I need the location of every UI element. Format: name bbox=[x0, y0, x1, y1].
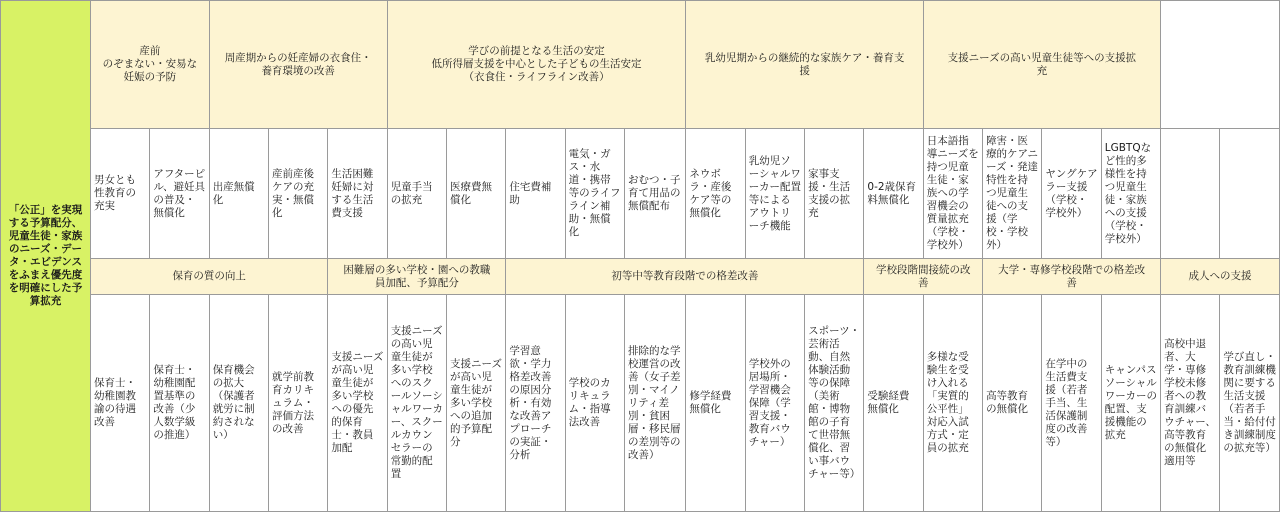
policy-item: 保育士・幼稚園教諭の待遇改善 bbox=[91, 295, 150, 512]
table-row bbox=[1, 295, 1280, 512]
policy-item: 住宅費補助 bbox=[506, 129, 565, 259]
policy-item: 乳幼児ソーシャルワーカー配置等によるアウトリーチ機能 bbox=[745, 129, 804, 259]
policy-item: 医療費無償化 bbox=[447, 129, 506, 259]
policy-item: 学習意欲・学力格差改善の原因分析・有効な改善アプローチの実証・分析 bbox=[506, 295, 565, 512]
policy-item: 保育機会の拡大（保護者就労に制約されない） bbox=[209, 295, 268, 512]
policy-item: 保育士・幼稚園配置基準の改善（少人数学級の推進） bbox=[150, 295, 209, 512]
policy-item: 男女とも性教育の充実 bbox=[91, 129, 150, 259]
policy-item: 電気・ガス・水道・携帯等のライフライン補助・無償化 bbox=[565, 129, 624, 259]
category-header: 乳幼児期からの継続的な家族ケア・養育支 援 bbox=[686, 1, 923, 129]
policy-item: 就学前教育カリキュラム・評価方法の改善 bbox=[269, 295, 328, 512]
policy-item: 在学中の生活費支援（若者手当、生活保護制度の改善等） bbox=[1042, 295, 1101, 512]
category-header: 初等中等教育段階での格差改善 bbox=[506, 259, 864, 295]
category-header: 困難層の多い学校・園への教職 員加配、予算配分 bbox=[328, 259, 506, 295]
policy-item: 学校外の居場所・学習機会保障（学習支援・教育バウチャー） bbox=[745, 295, 804, 512]
category-header: 成人への支援 bbox=[1161, 259, 1280, 295]
policy-item: アフターピル、避妊具の普及・無償化 bbox=[150, 129, 209, 259]
category-header: 学校段階間接続の改 善 bbox=[864, 259, 983, 295]
policy-item: 産前産後ケアの充実・無償化 bbox=[269, 129, 328, 259]
table-row bbox=[1, 1, 1280, 129]
policy-item: 多様な受験生を受け入れる「実質的公平性」対応入試方式・定員の拡充 bbox=[923, 295, 982, 512]
category-header: 産前 のぞまない・安易な 妊娠の予防 bbox=[91, 1, 210, 129]
table-row bbox=[1, 129, 1280, 259]
category-header: 学びの前提となる生活の安定 低所得層支援を中心とした子どもの生活安定 （衣食住・ライフライン改善） bbox=[387, 1, 686, 129]
table-row bbox=[1, 259, 1280, 295]
policy-item: 高校中退者、大学・専修学校未修者への教育訓練バウチャー、高等教育の無償化適用等 bbox=[1161, 295, 1220, 512]
policy-item: 受験経費無償化 bbox=[864, 295, 923, 512]
policy-item: 排除的な学校運営の改善（女子差別・マイノリティ差別・貧困層・移民層の差別等の改善） bbox=[625, 295, 686, 512]
policy-item: キャンパスソーシャルワーカーの配置、支援機能の拡充 bbox=[1101, 295, 1160, 512]
policy-item: 日本語指導ニーズを持つ児童生徒・家族への学習機会の質量拡充（学校・学校外） bbox=[923, 129, 982, 259]
policy-item: 0-2歳保育料無償化 bbox=[864, 129, 923, 259]
policy-item: スポーツ・芸術活動、自然体験活動等の保障（美術館・博物館の子育て世帯無償化、習い事バウチャー等） bbox=[805, 295, 864, 512]
policy-item: 出産無償化 bbox=[209, 129, 268, 259]
category-header: 周産期からの妊産婦の衣食住・ 養育環境の改善 bbox=[209, 1, 387, 129]
category-header bbox=[1161, 1, 1280, 129]
policy-item: LGBTQなど性的多様性を持つ児童生徒・家族への支援（学校・学校外） bbox=[1101, 129, 1160, 259]
policy-item: 支援ニーズが高い児童生徒が多い学校への追加的予算配分 bbox=[447, 295, 506, 512]
policy-item: 児童手当の拡充 bbox=[387, 129, 446, 259]
policy-item: 修学経費無償化 bbox=[686, 295, 745, 512]
policy-item: 支援ニーズが高い児童生徒が多い学校への優先的保育士・教員加配 bbox=[328, 295, 387, 512]
policy-item: 生活困難妊婦に対する生活費支援 bbox=[328, 129, 387, 259]
category-header: 保育の質の向上 bbox=[91, 259, 328, 295]
policy-item: 高等教育の無償化 bbox=[983, 295, 1042, 512]
policy-item: 支援ニーズの高い児童生徒が多い学校へのスクールソーシャルワーカー、スクールカウンセラーの常勤的配置 bbox=[387, 295, 446, 512]
policy-item: おむつ・子育て用品の無償配布 bbox=[625, 129, 686, 259]
policy-item: 学び直し・教育訓練機関に要する生活支援（若者手当・給付付き訓練制度の拡充等） bbox=[1220, 295, 1280, 512]
category-header: 大学・専修学校段階での格差改 善 bbox=[983, 259, 1161, 295]
policy-item: 障害・医療的ケアニーズ・発達特性を持つ児童生徒への支援（学校・学校外） bbox=[983, 129, 1042, 259]
policy-item bbox=[1161, 129, 1220, 259]
policy-item bbox=[1220, 129, 1280, 259]
side-label: 「公正」を実現する予算配分、児童生徒・家族のニーズ・データ・エビデンスをふまえ優先度を明確にした予算拡充 bbox=[1, 1, 91, 512]
policy-item: 学校のカリキュラム・指導法改善 bbox=[565, 295, 624, 512]
policy-item: ネウボラ・産後ケア等の無償化 bbox=[686, 129, 745, 259]
policy-item: ヤングケアラー支援（学校・学校外） bbox=[1042, 129, 1101, 259]
category-header: 支援ニーズの高い児童生徒等への支援拡 充 bbox=[923, 1, 1160, 129]
policy-item: 家事支援・生活支援の拡充 bbox=[805, 129, 864, 259]
